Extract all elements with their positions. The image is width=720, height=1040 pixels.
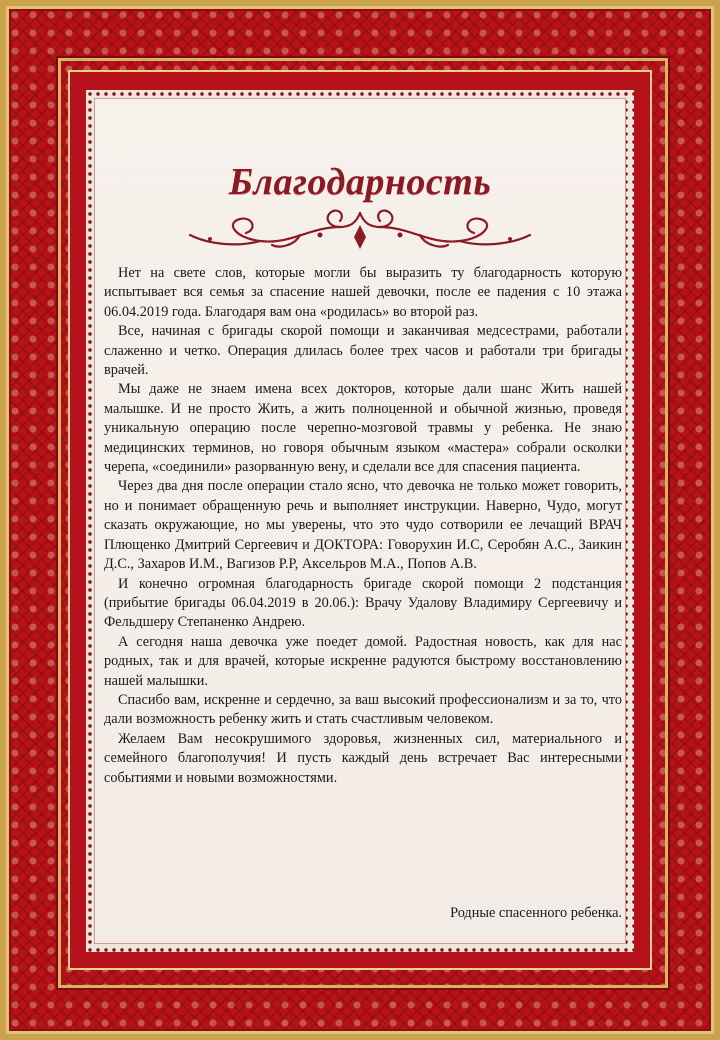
- signature: Родные спасенного ребенка.: [450, 905, 622, 921]
- paragraph: И конечно огромная благодарность бригаде скорой помощи 2 подстанция (прибытие бригады 06.04.2019 в 20.06.): Врачу Удалову Владимиру Сергеевичу и Фельдшеру Степаненко Андрею.: [104, 575, 622, 631]
- paragraph: Все, начиная с бригады скорой помощи и заканчивая медсестрами, работали слаженно и четко. Операция длилась более трех часов и работали три бригады врачей.: [104, 323, 622, 379]
- letter-body: [104, 264, 622, 788]
- paragraph: А сегодня наша девочка уже поедет домой. Радостная новость, как для нас родных, так и для врачей, которые искренне радуются быстрому восстановлению нашей малышки.: [104, 633, 622, 689]
- paragraph: Мы даже не знаем имена всех докторов, которые дали шанс Жить нашей малышке. И не просто Жить, а жить полноценной и обычной жизнью, проведя уникальную операцию после черепно-мозговой травмы у ребенка. Не знаю медицинских терминов, но говоря обычным языком «мастера» собрали осколки черепа, «соединили» разорванную вену, и сделали все для спасения пациента.: [104, 381, 622, 476]
- paragraph: Нет на свете слов, которые могли бы выразить ту благодарность которую испытывает вся семья за спасение нашей девочки, после ее падения с 10 этажа 06.04.2019 года. Благодаря вам она «родилась» во второй раз.: [104, 265, 622, 320]
- flourish-ornament-icon: [180, 205, 540, 255]
- paragraph: Желаем Вам несокрушимого здоровья, жизненных сил, материального и семейного благополучия! И пусть каждый день встречает Вас интересными событиями и новыми возможностями.: [104, 730, 622, 786]
- document-title: Благодарность: [228, 161, 492, 203]
- paragraph: Спасибо вам, искренне и сердечно, за ваш высокий профессионализм и за то, что дали возможность ребенку жить и стать счастливым человеком.: [104, 691, 622, 728]
- paragraph: Через два дня после операции стало ясно, что девочка не только может говорить, но и понимает обращенную речь и выполняет инструкции. Наверно, Чудо, могут сказать окружающие, но мы уверены, что это чудо сотворили ее лечащий ВРАЧ Плющенко Дмитрий Сергеевич и ДОКТОРА: Говорухин И.С, Серобян А.С., Заикин Д.С., Захаров И.М., Вагизов Р.Р, Аксельров М.А., Попов А.В.: [104, 478, 622, 573]
